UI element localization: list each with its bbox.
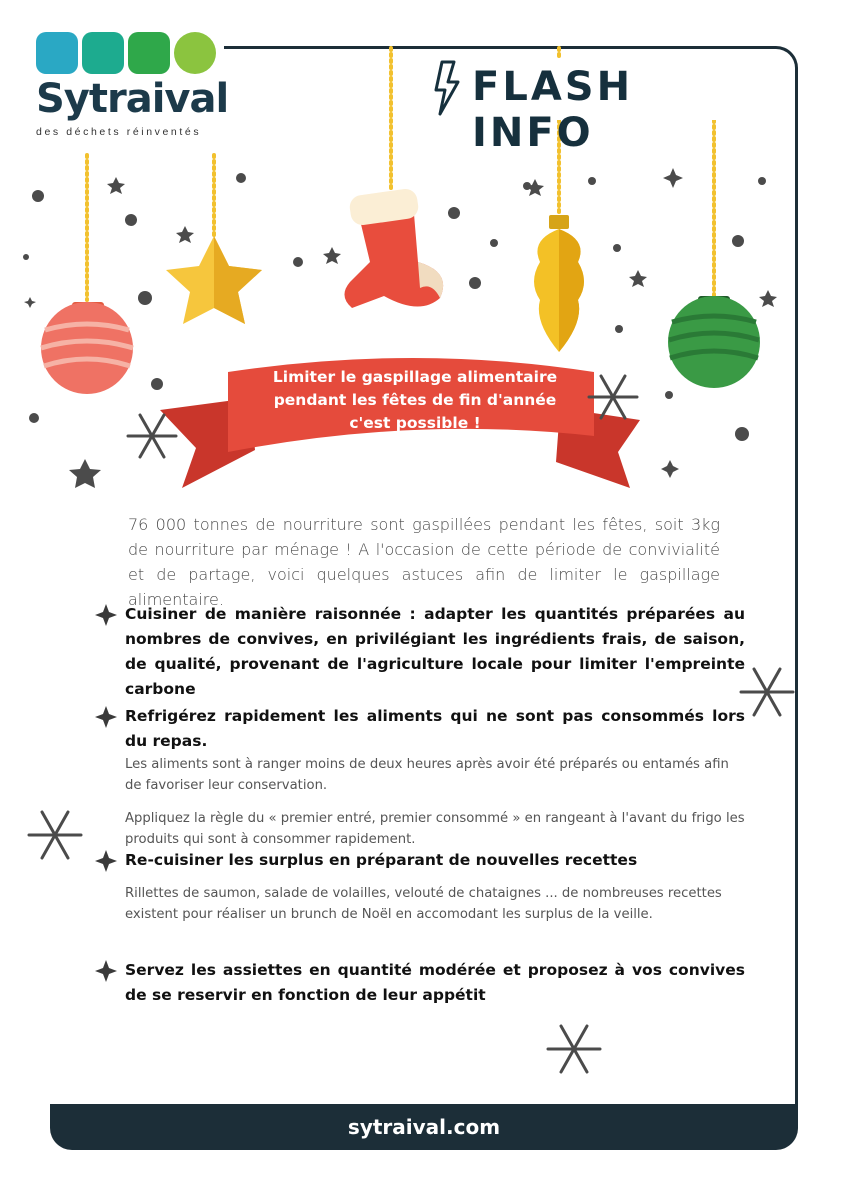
tip-heading: Servez les assiettes en quantité modérée et proposez à vos convives de se reservir en fonction de leur appétit (125, 961, 745, 1004)
page-title: FLASH INFO (472, 64, 634, 156)
lightning-icon (432, 60, 462, 116)
logo-square (36, 32, 78, 74)
flash-info-header (426, 58, 762, 156)
brand-name: Sytraival (36, 76, 229, 122)
snowflake-icon (128, 415, 176, 457)
stocking-ornament (344, 187, 443, 308)
intro-paragraph: 76 000 tonnes de nourriture sont gaspillées pendant les fêtes, soit 3kg de nourriture par ménage ! A l'occasion de cette période de convivialité et de partage, voici quelques astuces afin de limiter le gaspillage alimentaire. (128, 515, 720, 609)
tip-item (95, 848, 745, 925)
tip-note: Appliquez la règle du « premier entré, premier consommé » en rangeant à l'avant du frigo les produits qui sont à consommer rapidement. (125, 811, 745, 847)
sytraival-logo (34, 30, 229, 142)
red-ornament (41, 302, 133, 394)
tip-item (95, 958, 745, 1008)
sparkle-bullet-icon (95, 960, 117, 982)
tip-text: Rillettes de saumon, salade de volailles, velouté de chataignes ... de nombreuses recettes existent pour réaliser un brunch de Noël en accomodant les surplus de la veille. (125, 886, 722, 922)
tip-heading: Re-cuisiner les surplus en préparant de nouvelles recettes (125, 851, 638, 869)
banner-line: pendant les fêtes de fin d'année (273, 391, 557, 409)
banner-line: c'est possible ! (349, 414, 481, 432)
tip-heading: Cuisiner de manière raisonnée : adapter les quantités préparées au nombres de convives, en privilégiant les ingrédients frais, de saison, de qualité, provenant de l'agriculture locale pour limiter l'empreinte carbone (125, 605, 745, 698)
tip-item (95, 602, 745, 702)
gold-drop-ornament (534, 215, 584, 352)
tip-heading: Refrigérez rapidement les aliments qui ne sont pas consommés lors du repas. (125, 707, 745, 750)
website-link[interactable]: sytraival.com (347, 1115, 501, 1139)
sparkle-bullet-icon (95, 706, 117, 728)
footer-bar (50, 1104, 798, 1150)
banner-line: Limiter le gaspillage alimentaire (272, 368, 558, 386)
logo-circle (174, 32, 216, 74)
tip-item (95, 704, 745, 850)
sparkle-bullet-icon (95, 604, 117, 626)
tip-text: Les aliments sont à ranger moins de deux heures après avoir été préparés ou entamés afin de favoriser leur conservation. (125, 757, 729, 793)
brand-tagline: des déchets réinventés (36, 126, 202, 138)
logo-square (128, 32, 170, 74)
logo-square (82, 32, 124, 74)
banner-text (230, 366, 600, 435)
gold-star-ornament (166, 236, 262, 324)
green-ornament (668, 296, 760, 388)
sparkle-bullet-icon (95, 850, 117, 872)
